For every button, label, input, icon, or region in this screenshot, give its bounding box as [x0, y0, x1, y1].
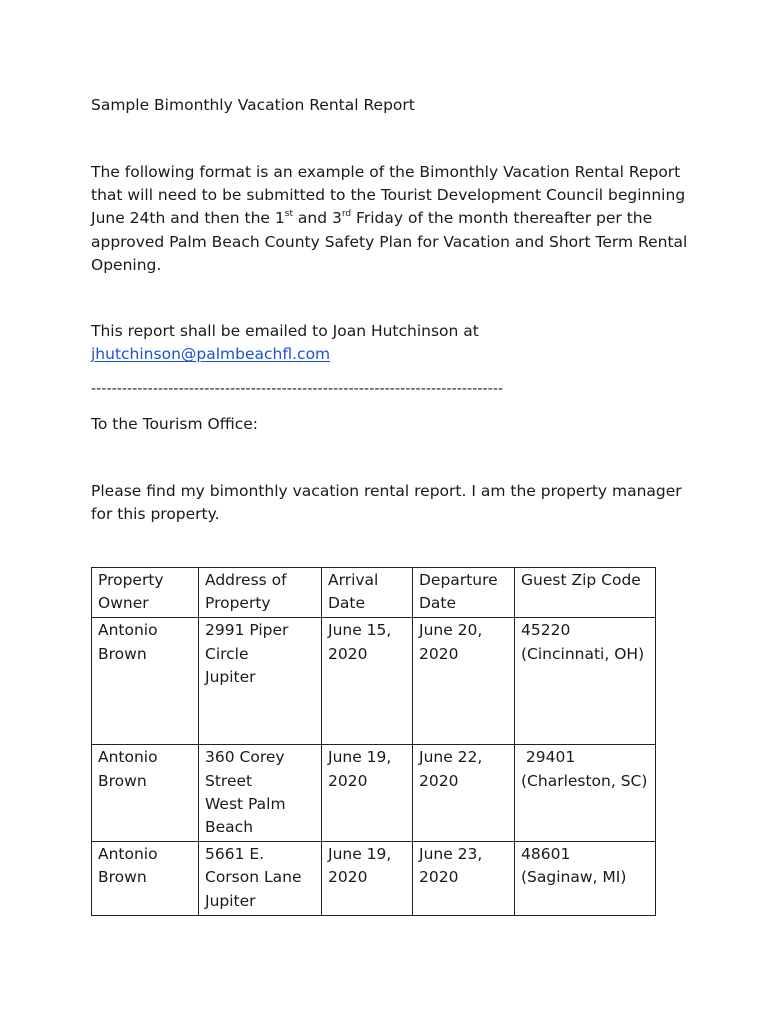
- cell-text: 2991 Piper: [205, 621, 289, 640]
- intro-line: [91, 207, 681, 230]
- header-address: [199, 568, 322, 618]
- intro-text: Friday of the month thereafter per the: [351, 209, 653, 228]
- cell-text: Beach: [205, 818, 254, 837]
- closing-paragraph: [91, 480, 681, 526]
- cell-address: [199, 618, 322, 745]
- cell-owner: [92, 745, 199, 842]
- cell-text: 5661 E.: [205, 845, 265, 864]
- intro-line: Opening.: [91, 255, 162, 274]
- cell-text: 29401: [521, 748, 576, 767]
- cell-text: Antonio: [98, 748, 158, 767]
- cell-address: [199, 842, 322, 916]
- cell-text: 2020: [328, 644, 368, 663]
- intro-paragraph: [91, 161, 688, 277]
- cell-owner: [92, 842, 199, 916]
- cell-text: 48601: [521, 845, 571, 864]
- divider-line: --------------------------------------------------------------------------------: [91, 381, 504, 397]
- table-row: [92, 618, 656, 745]
- header-text: Owner: [98, 594, 149, 613]
- header-guest-zip: [515, 568, 656, 618]
- cell-text: June 19,: [328, 748, 392, 767]
- cell-arrival: [322, 745, 413, 842]
- closing-line: Please find my bimonthly vacation rental report. I am the property manager: [91, 482, 682, 500]
- cell-owner: [92, 618, 199, 745]
- header-text: Date: [419, 594, 457, 613]
- document-title: Sample Bimonthly Vacation Rental Report: [91, 96, 415, 114]
- cell-text: Antonio: [98, 845, 158, 864]
- closing-line: for this property.: [91, 505, 220, 524]
- table-header-row: [92, 568, 656, 618]
- intro-text: and 3: [292, 209, 342, 228]
- cell-text: 2020: [419, 771, 459, 790]
- cell-text: Brown: [98, 771, 147, 790]
- rental-report-table: [91, 567, 656, 916]
- cell-text: Corson Lane: [205, 868, 302, 887]
- cell-text: June 19,: [328, 845, 392, 864]
- cell-text: 2020: [419, 868, 459, 887]
- cell-address: [199, 745, 322, 842]
- cell-text: 2020: [328, 868, 368, 887]
- ordinal-suffix: st: [284, 209, 293, 220]
- cell-zip: [515, 745, 656, 842]
- ordinal-suffix: rd: [341, 209, 352, 220]
- cell-text: Jupiter: [205, 667, 256, 686]
- intro-line: approved Palm Beach County Safety Plan for Vacation and Short Term Rental: [91, 232, 688, 251]
- cell-arrival: [322, 842, 413, 916]
- cell-text: (Charleston, SC): [521, 771, 648, 790]
- header-text: Date: [328, 594, 366, 613]
- header-property-owner: [92, 568, 199, 618]
- cell-arrival: [322, 618, 413, 745]
- intro-line: The following format is an example of the Bimonthly Vacation Rental Report: [91, 163, 681, 181]
- cell-text: 360 Corey: [205, 748, 285, 767]
- email-instruction-text: This report shall be emailed to Joan Hutchinson at: [91, 322, 479, 340]
- intro-text: June 24th and then the 1: [91, 209, 285, 228]
- cell-text: Brown: [98, 644, 147, 663]
- header-text: Departure: [419, 571, 498, 589]
- cell-text: June 20,: [419, 621, 483, 640]
- cell-text: (Saginaw, MI): [521, 868, 627, 887]
- cell-departure: [413, 618, 515, 745]
- cell-text: Brown: [98, 868, 147, 887]
- header-arrival-date: [322, 568, 413, 618]
- cell-text: June 22,: [419, 748, 483, 767]
- cell-departure: [413, 745, 515, 842]
- table-row: [92, 745, 656, 842]
- cell-text: 2020: [419, 644, 459, 663]
- cell-text: June 15,: [328, 621, 392, 640]
- salutation: To the Tourism Office:: [91, 415, 258, 433]
- header-text: Address of: [205, 571, 287, 589]
- email-instruction: [91, 320, 681, 366]
- header-text: Property: [205, 594, 271, 613]
- cell-text: Antonio: [98, 621, 158, 640]
- header-text: Property: [98, 571, 164, 589]
- cell-text: Street: [205, 771, 253, 790]
- header-text: Guest Zip Code: [521, 571, 641, 589]
- intro-line: that will need to be submitted to the Tourist Development Council beginning: [91, 186, 686, 205]
- email-link[interactable]: jhutchinson@palmbeachfl.com: [91, 345, 331, 364]
- cell-text: Circle: [205, 644, 249, 663]
- cell-zip: [515, 618, 656, 745]
- cell-text: West Palm: [205, 794, 286, 813]
- header-text: Arrival: [328, 571, 379, 589]
- cell-departure: [413, 842, 515, 916]
- table-row: [92, 842, 656, 916]
- cell-text: (Cincinnati, OH): [521, 644, 645, 663]
- cell-zip: [515, 842, 656, 916]
- cell-text: 2020: [328, 771, 368, 790]
- cell-text: Jupiter: [205, 891, 256, 910]
- cell-text: June 23,: [419, 845, 483, 864]
- header-departure-date: [413, 568, 515, 618]
- cell-text: 45220: [521, 621, 571, 640]
